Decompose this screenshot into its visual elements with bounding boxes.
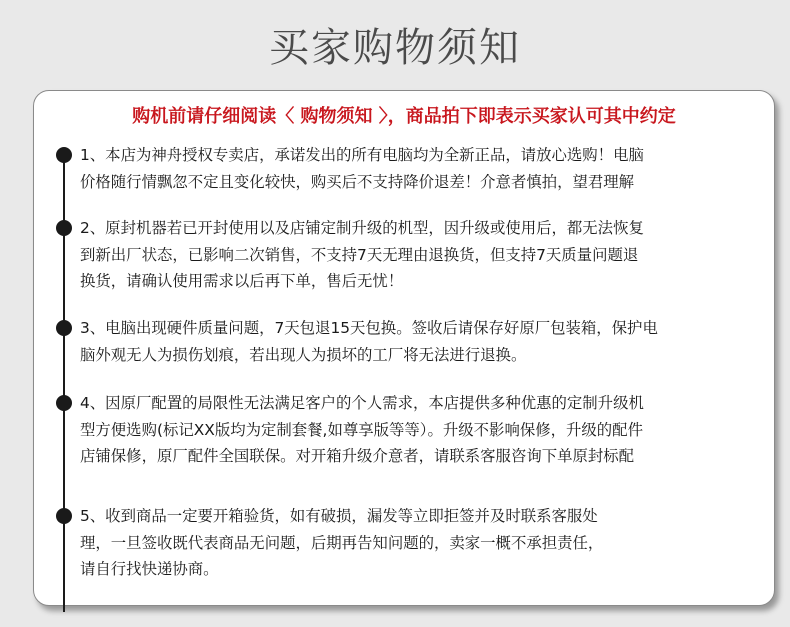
rule-item-1 (80, 142, 750, 195)
page-title: 买家购物须知 (269, 25, 521, 71)
rule-line: 5、收到商品一定要开箱验货，如有破损，漏发等立即拒签并及时联系客服处 (80, 507, 598, 525)
rule-line: 店铺保修，原厂配件全国联保。对开箱升级介意者，请联系客服咨询下单原封标配 (80, 447, 635, 465)
notice-banner: 购机前请仔细阅读〈 购物须知 〉，商品拍下即表示买家认可其中约定 (132, 106, 676, 127)
rule-line: 换货，请确认使用需求以后再下单，售后无忧！ (80, 272, 404, 290)
rule-item-2 (80, 215, 750, 295)
rule-item-4 (80, 390, 750, 470)
rule-item-3 (80, 315, 750, 368)
bullet-dot (56, 395, 72, 411)
rule-line: 3、电脑出现硬件质量问题，7天包退15天包换。签收后请保存好原厂包装箱，保护电 (80, 319, 658, 337)
bullet-dot (56, 508, 72, 524)
rule-line: 2、原封机器若已开封使用以及店铺定制升级的机型，因升级或使用后，都无法恢复 (80, 219, 644, 237)
rule-line: 1、本店为神舟授权专卖店，承诺发出的所有电脑均为全新正品，请放心选购！电脑 (80, 146, 644, 164)
rule-line: 价格随行情飘忽不定且变化较快，购买后不支持降价退差！介意者慎拍，望君理解 (80, 172, 635, 191)
rule-line: 请自行找快递协商。 (80, 560, 219, 578)
rule-line: 脑外观无人为损伤划痕，若出现人为损坏的工厂将无法进行退换。 (80, 345, 527, 364)
rule-line: 理，一旦签收既代表商品无问题，后期再告知问题的，卖家一概不承担责任， (80, 533, 604, 552)
rule-line: 型方便选购(标记XX版均为定制套餐,如尊享版等等）。升级不影响保修，升级的配件 (80, 420, 643, 439)
rule-line: 4、因原厂配置的局限性无法满足客户的个人需求，本店提供多种优惠的定制升级机 (80, 394, 644, 412)
bullet-dot (56, 147, 72, 163)
bullet-dot (56, 320, 72, 336)
rule-item-5 (80, 503, 750, 583)
rule-line: 到新出厂状态，已影响二次销售，不支持7天无理由退换货，但支持7天质量问题退 (80, 245, 639, 264)
bullet-dot (56, 220, 72, 236)
